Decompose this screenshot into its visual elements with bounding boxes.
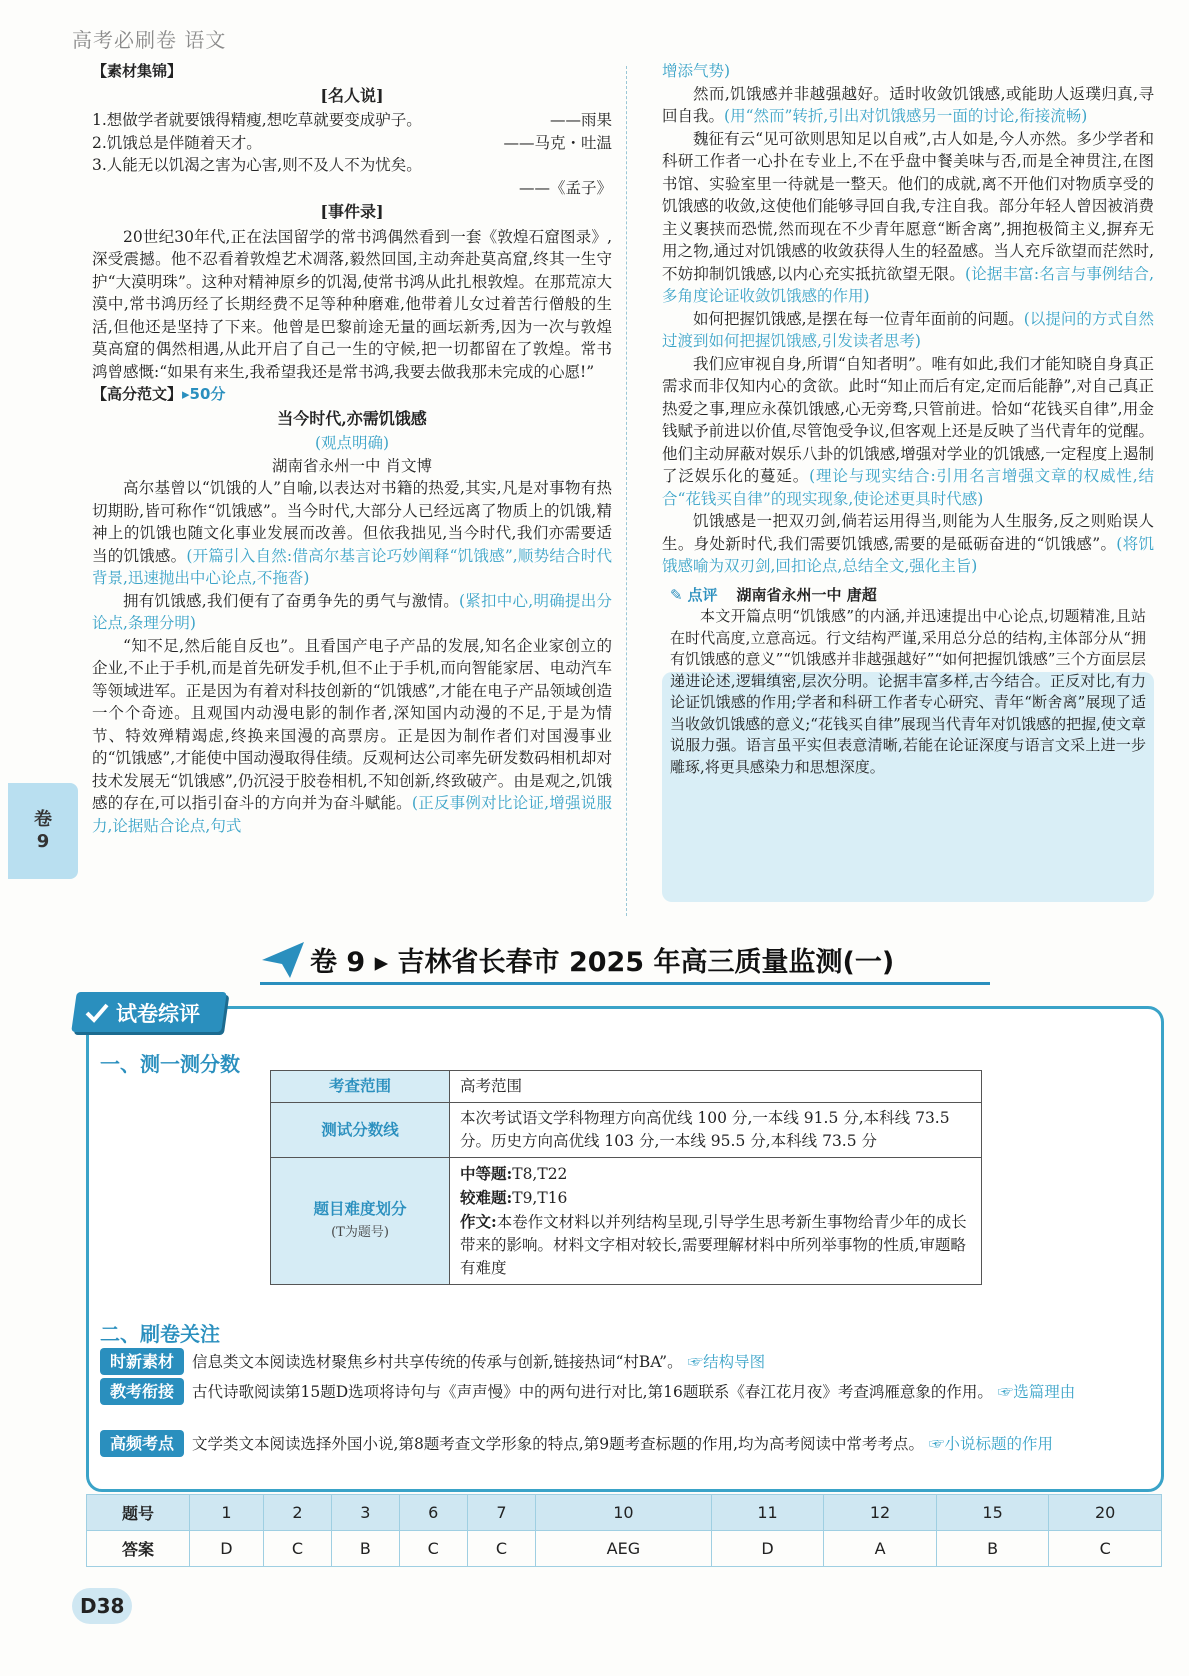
question-number: 20 <box>1049 1495 1162 1531</box>
question-number: 12 <box>824 1495 937 1531</box>
focus-chip: 教考衔接 <box>100 1378 184 1405</box>
table-row <box>271 1103 982 1158</box>
answer-value: D <box>711 1531 824 1567</box>
focus-link[interactable]: ☞结构导图 <box>687 1353 766 1371</box>
review-badge <box>74 992 234 1036</box>
question-number: 1 <box>190 1495 264 1531</box>
annotation: (用“然而”转折,引出对饥饿感另一面的讨论,衔接流畅) <box>724 107 1088 125</box>
focus-chip: 时新素材 <box>100 1348 184 1375</box>
paragraph-text: 高尔基曾以“饥饿的人”自喻,以表达对书籍的热爱,其实,凡是对事物有热切期盼,皆可称作“饥饿感”。当今时代,大部分人已经远离了物质上的饥饿,精神上的饥饿也随文化事业发展而改善。但依我拙见,当今时代,我们亦需要适当的饥饿感。 <box>92 479 612 565</box>
table-row <box>271 1158 982 1285</box>
side-tab <box>8 783 78 879</box>
paragraph-text: 饥饿感是一把双刃剑,倘若运用得当,则能为人生服务,反之则贻误人生。身处新时代,我们需要饥饿感,需要的是砥砺奋进的“饥饿感”。 <box>662 512 1154 553</box>
focus-text: 文学类文本阅读选择外国小说,第8题考查文学形象的特点,第9题考查标题的作用,均为高考阅读中常考考点。 <box>192 1435 925 1453</box>
paragraph-text: 拥有饥饿感,我们便有了奋勇争先的勇气与激情。 <box>123 591 459 610</box>
review-header <box>662 584 1154 607</box>
focus-item <box>100 1348 1146 1375</box>
answer-value: D <box>190 1531 264 1567</box>
page-header: 高考必刷卷 语文 <box>72 28 227 52</box>
focus-text: 古代诗歌阅读第15题D选项将诗句与《声声慢》中的两句进行对比,第16题联系《春江花月夜》考查鸿雁意象的作用。 <box>192 1383 993 1401</box>
focus-link-text[interactable]: 选篇理由 <box>1013 1383 1076 1401</box>
answer-row <box>87 1531 1162 1567</box>
annotation: (将饥饿感喻为双刃剑,回扣论点,总结全文,强化主旨) <box>662 534 1154 575</box>
quote-item <box>92 109 612 132</box>
essay-title: 当今时代,亦需饥饿感 <box>277 408 427 428</box>
question-number: 7 <box>467 1495 535 1531</box>
difficulty-key: 作文: <box>460 1212 497 1231</box>
annotation: (理论与现实结合:引用名言增强文章的权威性,结合“花钱买自律”的现实现象,使论述更具时代感) <box>662 467 1154 508</box>
essay-title-note: (观点明确) <box>314 434 390 452</box>
focus-link-text[interactable]: 结构导图 <box>703 1353 766 1371</box>
question-number: 6 <box>399 1495 467 1531</box>
events-paragraph: 20世纪30年代,正在法国留学的常书鸿偶然看到一套《敦煌石窟图录》,深受震撼。他不忍看着敦煌艺术凋落,毅然回国,主动奔赴莫高窟,终其一生守护“大漠明珠”。这种对精神原乡的饥渴,使常书鸿从此扎根敦煌。在那荒凉大漠中,常书鸿历经了长期经费不足等种种磨难,他带着儿女过着苦行僧般的生活,但他还是坚持了下来。他曾是巴黎前途无量的画坛新秀,因为一次与敦煌莫高窟的偶然相遇,从此开启了自己一生的守候,把一切都留在了敦煌。常书鸿曾感慨:“如果有来生,我希望我还是常书鸿,我要去做我那未完成的心愿!” <box>92 227 612 381</box>
side-tab-label: 卷 <box>34 809 52 830</box>
paragraph-text: 我们应审视自身,所谓“自知者明”。唯有如此,我们才能知晓自身真正需求而非仅知内心的贪欲。此时“知止而后有定,定而后能静”,对自己真正热爱之事,理应永葆饥饿感,心无旁骛,只管前进。恰如“花钱买自律”,用金钱赋予前进以价值,尽管饱受争议,但客观上还是反映了当代青年的觉醒。他们主动屏蔽对娱乐八卦的饥饿感,增强对学业的饥饿感,一定程度上遏制了泛娱乐化的蔓延。 <box>662 354 1154 485</box>
quote-item <box>92 132 612 155</box>
paragraph-text: 如何把握饥饿感,是摆在每一位青年面前的问题。 <box>693 309 1024 328</box>
answer-value: AEG <box>536 1531 712 1567</box>
question-number: 10 <box>536 1495 712 1531</box>
section-focus: 二、刷卷关注 <box>100 1322 220 1346</box>
question-number: 2 <box>263 1495 331 1531</box>
paragraph-text: 魏征有云“见可欲则思知足以自戒”,古人如是,今人亦然。多少学者和科研工作者一心扑在专业上,不在乎盘中餐美味与否,而是全神贯注,在图书馆、实验室里一待就是一整天。他们的成就,离不开他们对物质享受的饥饿感的收敛,这使他们能够寻回自我,专注自我。部分年轻人曾因被消费主义裹挟而恐慌,然而现在不少青年愿意“断舍离”,拥抱极简主义,摒弃无用之物,通过对饥饿感的收敛获得人生的轻盈感。当人充斥欲望而茫然时,不妨抑制饥饿感,以内心充实抵抗欲望无限。 <box>662 129 1154 283</box>
material-tag: 【素材集锦】 <box>92 62 183 80</box>
essay-tag-row <box>92 383 612 406</box>
table-label-note: (T为题号) <box>331 1225 389 1240</box>
focus-link-text[interactable]: 小说标题的作用 <box>944 1435 1053 1453</box>
review-tag: 点评 <box>687 585 718 604</box>
table-row <box>271 1071 982 1103</box>
annotation: 增添气势) <box>662 62 731 80</box>
paragraph-text: “知不足,然后能自反也”。且看国产电子产品的发展,知名企业家创立的企业,不止于手机,而是首先研发手机,但不止于手机,而向智能家居、电动汽车等领域进军。正是因为有着对科技创新的“饥饿感”,才能在电子产品领域创造一个个奇迹。且观国内动漫电影的制作者,深知国内动漫的不足,于是为情节、特效殚精竭虑,终换来国漫的高票房。正是因为制作者们对国漫事业的“饥饿感”,才能使中国动漫取得佳绩。反观柯达公司率先研发数码相机却对技术发展无“饥饿感”,仍沉浸于胶卷相机,不知创新,终致破产。由是观之,饥饿感的存在,可以指引奋斗的方向并为奋斗赋能。 <box>92 636 612 812</box>
exam-banner <box>260 936 990 980</box>
focus-chip: 高频考点 <box>100 1430 184 1457</box>
paper-plane-icon <box>260 940 306 980</box>
table-label: 考查范围 <box>271 1071 450 1103</box>
answer-value: A <box>824 1531 937 1567</box>
table-label-text: 题目难度划分 <box>313 1200 407 1218</box>
essay-paragraph <box>662 83 1154 128</box>
quote-text: 1.想做学者就要饿得精瘦,想吃草就要变成驴子。 <box>92 111 422 129</box>
quote-text: 3.人能无以饥渴之害为心害,则不及人不为忧矣。 <box>92 156 422 174</box>
side-tab-number: 9 <box>36 831 50 852</box>
essay-paragraph <box>92 590 612 635</box>
section-score: 一、测一测分数 <box>100 1052 240 1076</box>
annotation: (开篇引入自然:借高尔基言论巧妙阐释“饥饿感”,顺势结合时代背景,迅速抛出中心论点,不拖沓) <box>92 546 612 587</box>
answer-value: B <box>936 1531 1049 1567</box>
question-row <box>87 1495 1162 1531</box>
table-cell: 高考范围 <box>450 1071 982 1103</box>
difficulty-value: 本卷作文材料以并列结构呈现,引导学生思考新生事物给青少年的成长带来的影响。材料文字相对较长,需要理解材料中所列举事物的性质,审题略有难度 <box>460 1213 967 1277</box>
badge-title: 试卷综评 <box>116 1002 200 1026</box>
essay-paragraph <box>662 510 1154 578</box>
page-number: D38 <box>72 1588 132 1624</box>
difficulty-row <box>460 1186 971 1210</box>
essay-paragraph <box>92 477 612 590</box>
exam-title: 卷 9 ▸ 吉林省长春市 2025 年高三质量监测(一) <box>310 947 895 978</box>
quote-item <box>92 154 612 177</box>
focus-item <box>100 1378 1146 1405</box>
essay-paragraph <box>662 308 1154 353</box>
question-label: 题号 <box>87 1495 190 1531</box>
essay-author: 湖南省永州一中 肖文博 <box>272 456 432 475</box>
answer-value: C <box>263 1531 331 1567</box>
table-label: 测试分数线 <box>271 1103 450 1158</box>
focus-item <box>100 1430 1146 1457</box>
quote-text: 2.饥饿总是伴随着天才。 <box>92 133 262 152</box>
difficulty-row <box>460 1162 971 1186</box>
review-text: 本文开篇点明“饥饿感”的内涵,并迅速提出中心论点,切题精准,且站在时代高度,立意高远。行文结构严谨,采用总分总的结构,主体部分从“拥有饥饿感的意义”“饥饿感并非越强越好”“如何把握饥饿感”三个方面层层递进论述,逻辑缜密,层次分明。论据丰富多样,古今结合。正反对比,有力论证饥饿感的作用;学者和科研工作者专心研究、青年“断舍离”展现了适当收敛饥饿感的意义;“花钱买自律”展现当代青年对饥饿感的把握,使文章说服力强。语言虽平实但表意清晰,若能在论证深度与语言文采上进一步雕琢,将更具感染力和思想深度。 <box>670 607 1146 776</box>
pencil-icon: ✎ <box>670 585 683 604</box>
annotation: (正反事例对比论证,增强说服力,论据贴合论点,句式 <box>92 794 612 835</box>
answer-value: B <box>332 1531 399 1567</box>
essay-paragraph <box>662 128 1154 308</box>
table-cell <box>450 1158 982 1285</box>
quote-author: ——《孟子》 <box>518 178 612 197</box>
quote-author: ——马克・吐温 <box>503 133 612 152</box>
table-cell: 本次考试语文学科物理方向高优线 100 分,一本线 91.5 分,本科线 73.5 分。历史方向高优线 103 分,一本线 95.5 分,本科线 73.5 分 <box>450 1103 982 1158</box>
quote-author: ——雨果 <box>549 111 612 129</box>
difficulty-row <box>460 1210 971 1280</box>
essay-paragraph <box>92 635 612 838</box>
answer-label: 答案 <box>87 1531 190 1567</box>
question-number: 3 <box>332 1495 399 1531</box>
question-number: 15 <box>936 1495 1049 1531</box>
paragraph-text: 然而,饥饿感并非越强越好。适时收敛饥饿感,或能助人返璞归真,寻回自我。 <box>662 84 1154 125</box>
right-column <box>662 60 1154 778</box>
review-author: 湖南省永州一中 唐超 <box>736 585 877 604</box>
banner-underline <box>260 982 990 985</box>
score-table <box>270 1070 982 1285</box>
events-title: [事件录] <box>320 202 384 221</box>
question-number: 11 <box>711 1495 824 1531</box>
focus-link[interactable]: ☞选篇理由 <box>997 1383 1076 1401</box>
answer-value: C <box>1049 1531 1162 1567</box>
left-column <box>92 60 612 837</box>
focus-text: 信息类文本阅读选材聚焦乡村共享传统的传承与创新,链接热词“村BA”。 <box>192 1353 683 1371</box>
answer-value: C <box>399 1531 467 1567</box>
check-icon <box>84 1000 110 1026</box>
essay-paragraph <box>662 353 1154 511</box>
answer-table <box>86 1494 1162 1567</box>
focus-link[interactable]: ☞小说标题的作用 <box>928 1435 1053 1453</box>
quotes-title: [名人说] <box>320 85 384 105</box>
difficulty-key: 中等题: <box>460 1164 513 1183</box>
difficulty-value: T8,T22 <box>512 1165 568 1183</box>
table-label <box>271 1158 450 1285</box>
annotation: (以提问的方式自然过渡到如何把握饥饿感,引发读者思考) <box>662 309 1154 350</box>
annotation: (紧扣中心,明确提出分论点,条理分明) <box>92 591 612 632</box>
difficulty-value: T9,T16 <box>512 1189 568 1207</box>
difficulty-key: 较难题: <box>460 1188 513 1207</box>
annotation: (论据丰富:名言与事例结合,多角度论证收敛饥饿感的作用) <box>662 264 1154 305</box>
essay-score: ▸50分 <box>182 385 226 403</box>
column-divider <box>626 66 627 916</box>
essay-tag: 【高分范文】 <box>92 385 183 403</box>
answer-value: C <box>467 1531 535 1567</box>
